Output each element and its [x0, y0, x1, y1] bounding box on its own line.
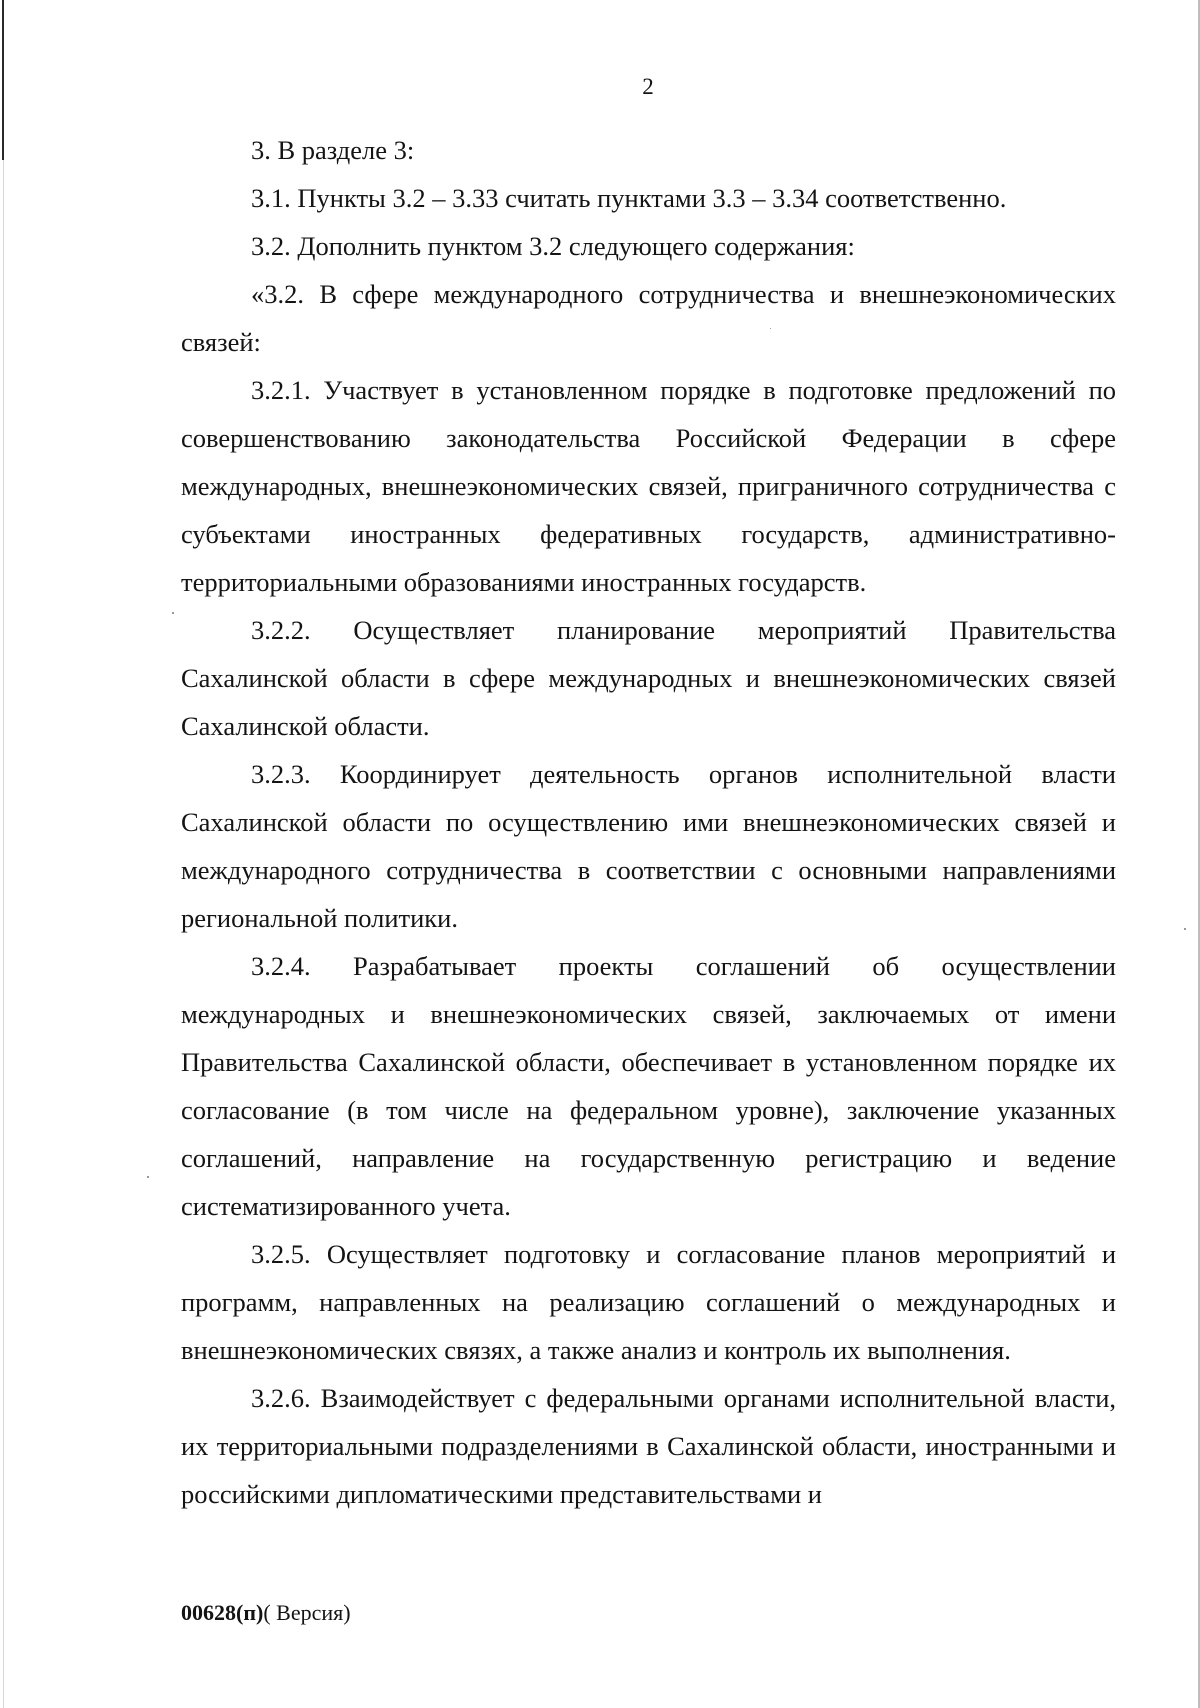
paragraph: 3.2.2. Осуществляет планирование мероприятий Правительства Сахалинской области в сфере международных и внешнеэкономических связей Сахалинской области.	[181, 615, 1116, 741]
document-code: 00628(п)	[181, 1600, 264, 1625]
document-footer	[181, 1598, 351, 1628]
page-number: 2	[642, 74, 654, 99]
paragraph: 3.2.3. Координирует деятельность органов исполнительной власти Сахалинской области по осуществлению ими внешнеэкономических связей и международного сотрудничества в соответствии с основными направлениями региональной политики.	[181, 759, 1116, 933]
scan-speck	[172, 612, 174, 614]
paragraph: 3.1. Пункты 3.2 – 3.33 считать пунктами 3.3 – 3.34 соответственно.	[251, 183, 1007, 213]
paragraph: «3.2. В сфере международного сотрудничества и внешнеэкономических связей:	[181, 279, 1116, 357]
paragraph: 3.2. Дополнить пунктом 3.2 следующего содержания:	[251, 231, 855, 261]
document-body	[181, 126, 1116, 1518]
scan-speck	[1184, 928, 1186, 930]
paragraph: 3.2.5. Осуществляет подготовку и согласование планов мероприятий и программ, направленных на реализацию соглашений о международных и внешнеэкономических связях, а также анализ и контроль их выполнения.	[181, 1239, 1116, 1365]
paragraph: 3.2.4. Разрабатывает проекты соглашений об осуществлении международных и внешнеэкономических связей, заключаемых от имени Правительства Сахалинской области, обеспечивает в установленном порядке их согласование (в том числе на федеральном уровне), заключение указанных соглашений, направление на государственную регистрацию и ведение систематизированного учета.	[181, 951, 1116, 1221]
document-version: ( Версия)	[263, 1600, 351, 1625]
paragraph: 3.2.6. Взаимодействует с федеральными органами исполнительной власти, их территориальными подразделениями в Сахалинской области, иностранными и российскими дипломатическими представительствами и	[181, 1383, 1116, 1509]
scan-speck	[147, 1176, 149, 1178]
paragraph: 3. В разделе 3:	[251, 135, 415, 165]
scan-edge-left-faint	[3, 160, 4, 1708]
paragraph: 3.2.1. Участвует в установленном порядке в подготовке предложений по совершенствованию законодательства Российской Федерации в сфере международных, внешнеэкономических связей, приграничного сотрудничества с субъектами иностранных федеративных государств, административно-территориальными образованиями иностранных государств.	[181, 375, 1116, 597]
